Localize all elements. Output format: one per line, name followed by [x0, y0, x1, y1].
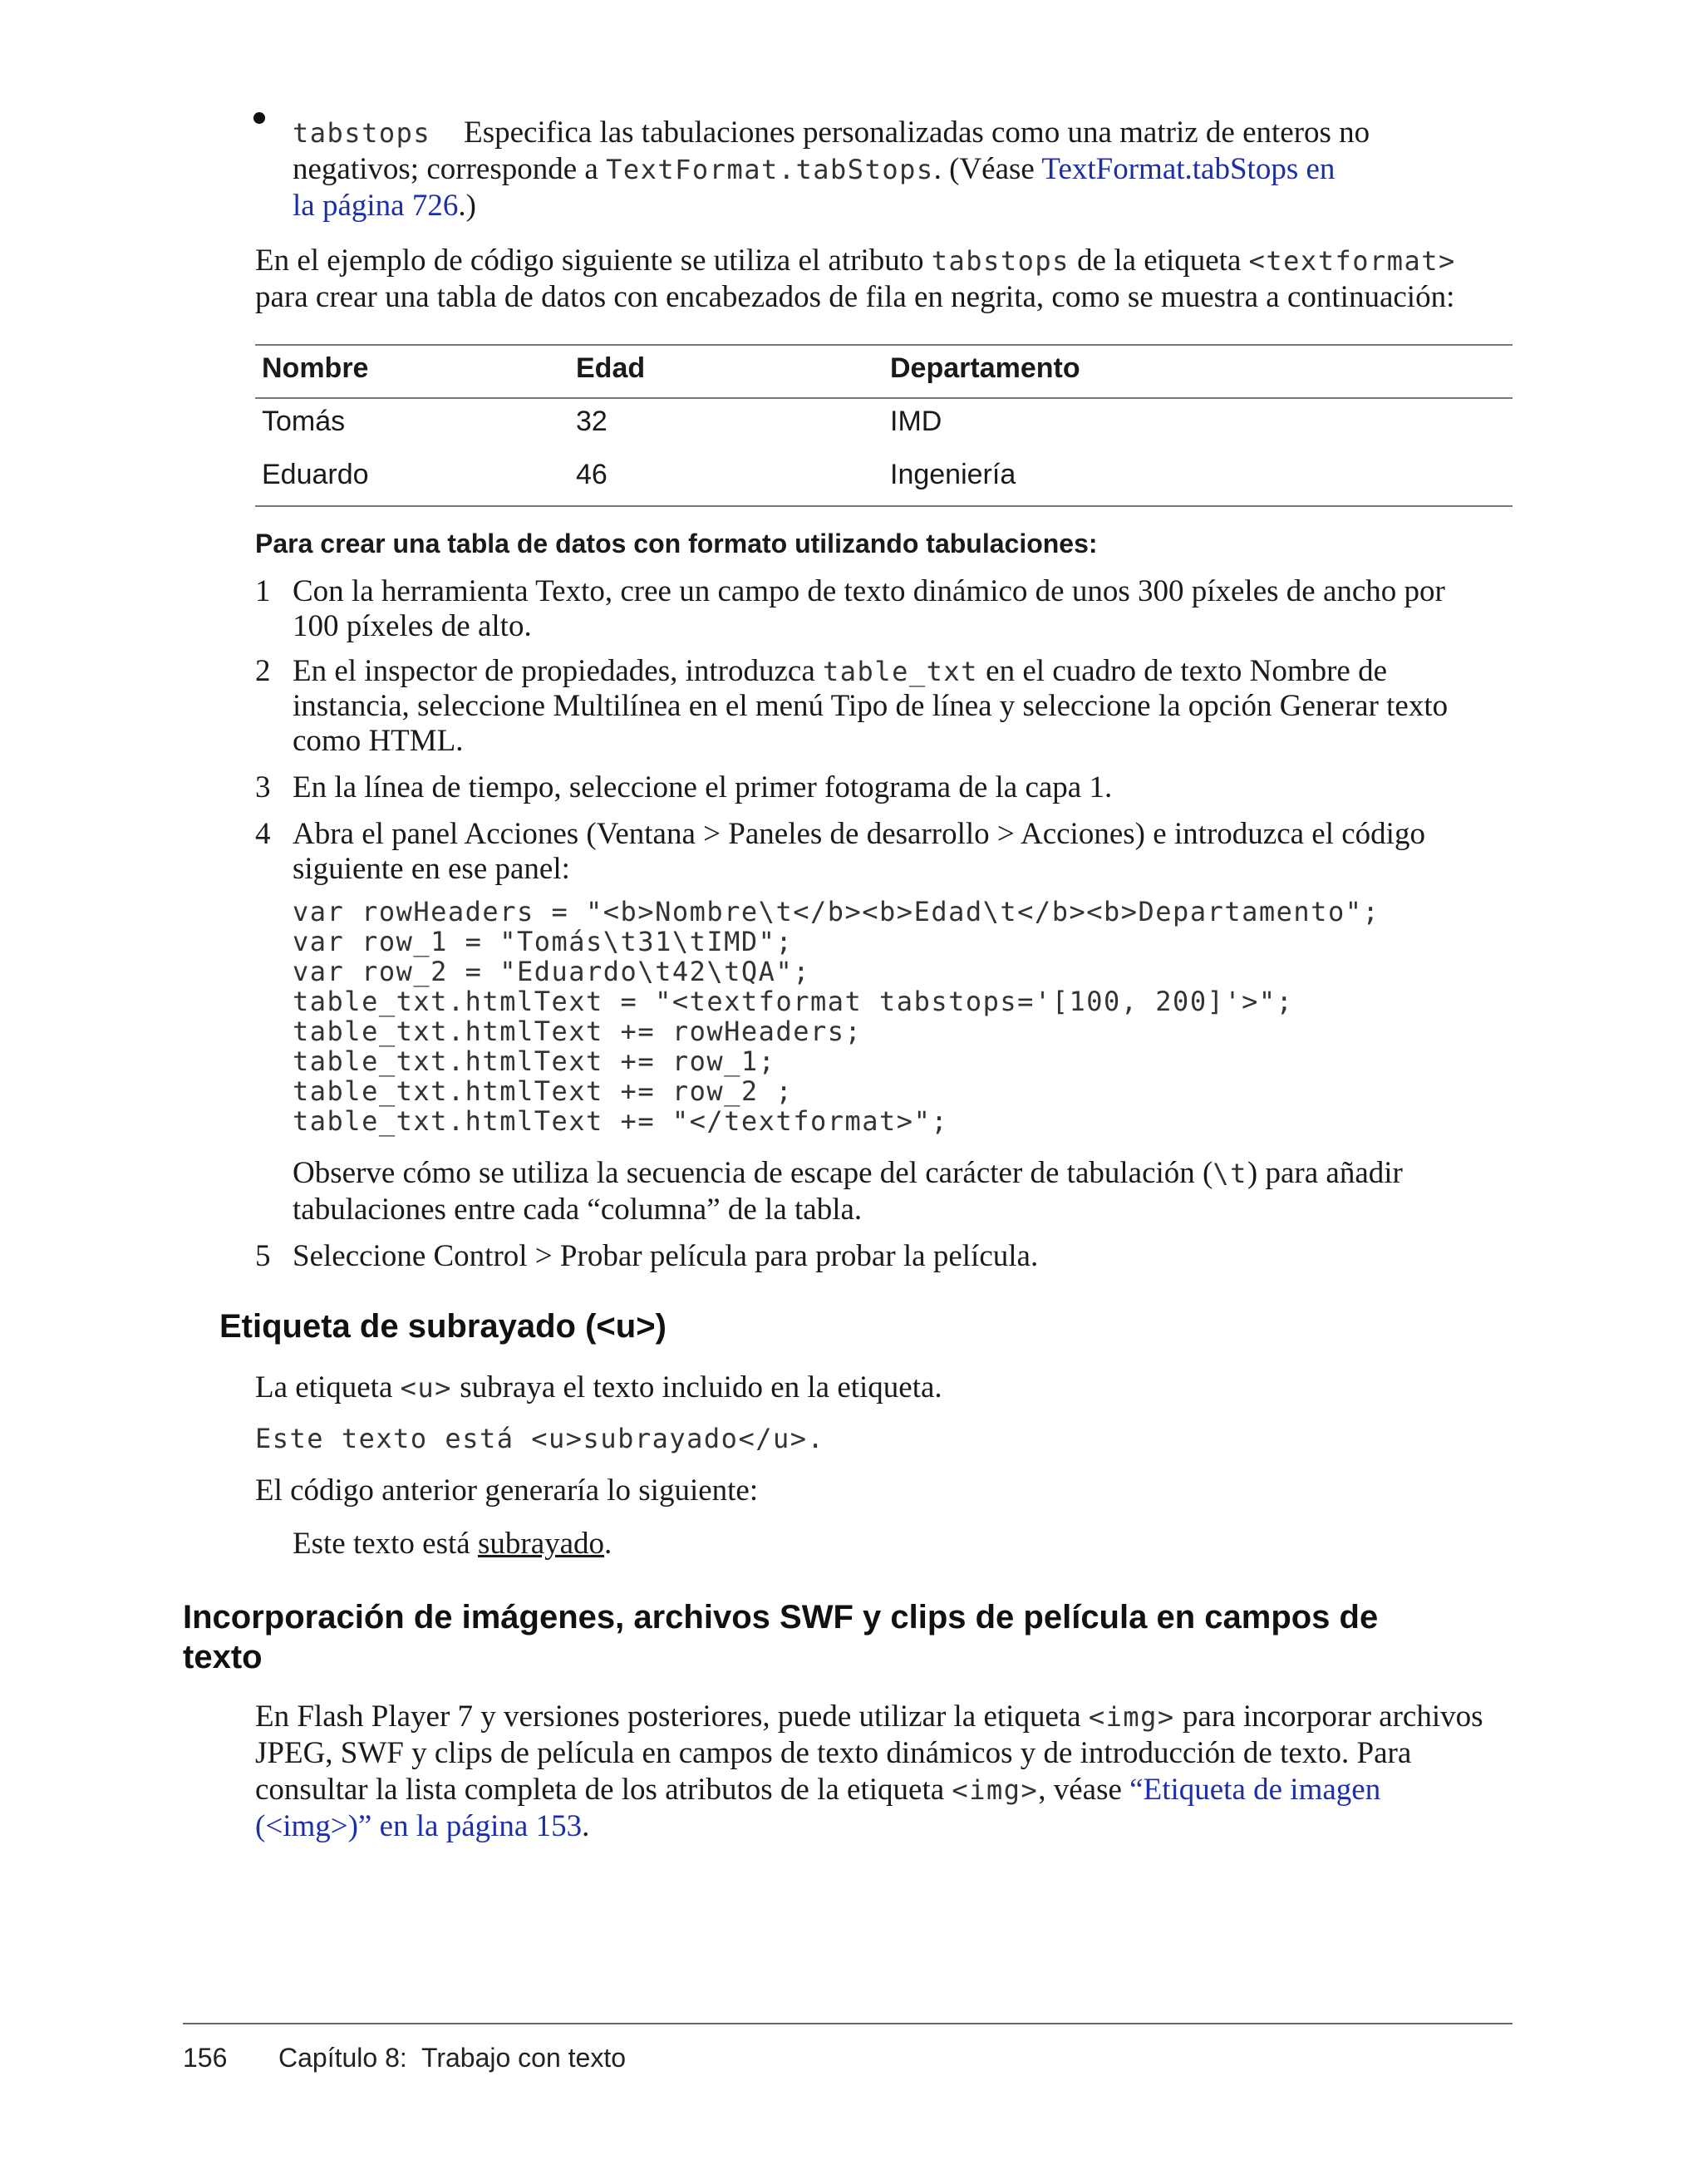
text: Observe cómo se utiliza la secuencia de escape del carácter de tabulación (: [293, 1156, 1213, 1190]
chapter-title: Capítulo 8: Trabajo con texto: [278, 2043, 627, 2073]
text: negativos; corresponde a: [293, 152, 607, 186]
images-line-2: JPEG, SWF y clips de película en campos de texto dinámicos y de introducción de texto. Para: [255, 1736, 1412, 1770]
table-header-rule: [255, 397, 1513, 399]
images-line-1: [255, 1699, 1483, 1735]
step-3-line-1: En la línea de tiempo, seleccione el primer fotograma de la capa 1.: [293, 770, 1113, 804]
code-example: Este texto está <u>subrayado</u>.: [255, 1423, 825, 1454]
table-header-name: Nombre: [262, 352, 369, 384]
cross-reference-link[interactable]: (<img>)” en la página 153: [255, 1809, 583, 1843]
text: .: [604, 1527, 612, 1561]
table-bottom-rule: [255, 505, 1513, 507]
underline-result: [293, 1526, 612, 1562]
section-heading-images: [183, 1597, 1378, 1677]
inline-code: <textformat>: [1248, 245, 1456, 277]
code-line: table_txt.htmlText += rowHeaders;: [293, 1016, 863, 1047]
inline-code: <u>: [400, 1372, 452, 1404]
inline-code: table_txt: [823, 656, 978, 687]
text: en el cuadro de texto Nombre de: [977, 654, 1388, 688]
bullet-line-1: [293, 115, 1370, 151]
step-4-line-1: Abra el panel Acciones (Ventana > Paneles de desarrollo > Acciones) e introduzca el código: [293, 817, 1425, 851]
section-heading-underline: Etiqueta de subrayado (<u>): [219, 1308, 667, 1345]
text: .: [582, 1809, 590, 1843]
heading-line: Incorporación de imágenes, archivos SWF y clips de película en campos de: [183, 1599, 1379, 1636]
step-number: 2: [255, 654, 271, 688]
bullet-text: Especifica las tabulaciones personalizadas como una matriz de enteros no: [464, 116, 1370, 150]
table-cell: Ingeniería: [890, 459, 1016, 490]
procedure-title: Para crear una tabla de datos con formato utilizando tabulaciones:: [255, 529, 1098, 558]
step-2-line-1: [293, 653, 1387, 690]
step-number: 1: [255, 574, 271, 608]
inline-code: <img>: [1088, 1701, 1175, 1733]
bullet-line-2: [293, 151, 1335, 188]
text: En el inspector de propiedades, introduzca: [293, 654, 824, 688]
underline-paragraph-2: El código anterior generaría lo siguiente:: [255, 1473, 759, 1508]
intro-line-1: [255, 243, 1456, 279]
page-number: 156: [183, 2043, 228, 2073]
heading-line: texto: [183, 1639, 263, 1675]
text: de la etiqueta: [1069, 243, 1249, 278]
images-line-4: [255, 1808, 589, 1845]
code-line: table_txt.htmlText += row_1;: [293, 1045, 776, 1077]
step-2-line-2: instancia, seleccione Multilínea en el menú Tipo de línea y seleccione la opción Generar texto: [293, 689, 1449, 723]
cross-reference-link[interactable]: TextFormat.tabStops en: [1041, 152, 1336, 186]
inline-code: \t: [1213, 1158, 1247, 1189]
text: para incorporar archivos: [1174, 1699, 1483, 1734]
underline-paragraph: [255, 1370, 942, 1406]
text: Este texto está: [293, 1527, 478, 1561]
text: En Flash Player 7 y versiones posteriores, puede utilizar la etiqueta: [255, 1699, 1089, 1734]
code-line: var row_2 = "Eduardo\t42\tQA";: [293, 956, 810, 987]
code-line: table_txt.htmlText += row_2 ;: [293, 1075, 794, 1107]
text: subraya el texto incluido en la etiqueta.: [451, 1370, 942, 1404]
note-line-2: tabulaciones entre cada “columna” de la tabla.: [293, 1193, 863, 1227]
cross-reference-link[interactable]: la página 726: [293, 189, 459, 223]
underlined-text: subrayado: [477, 1527, 605, 1561]
table-cell: 32: [576, 406, 608, 437]
step-number: 3: [255, 770, 271, 804]
step-number: 5: [255, 1239, 271, 1273]
inline-code: tabstops: [931, 245, 1070, 277]
step-5-line-1: Seleccione Control > Probar película para probar la película.: [293, 1239, 1039, 1273]
text: . (Véase: [933, 152, 1042, 186]
table-cell: Tomás: [262, 406, 346, 437]
footer-rule: [183, 2023, 1513, 2024]
table-cell: 46: [576, 459, 608, 490]
step-1-line-2: 100 píxeles de alto.: [293, 609, 532, 643]
note-line-1: [293, 1155, 1403, 1192]
code-line: var rowHeaders = "<b>Nombre\t</b><b>Edad\t</b><b>Departamento";: [293, 896, 1380, 927]
bullet-line-3: [293, 188, 476, 224]
text: , véase: [1038, 1773, 1130, 1807]
text: En el ejemplo de código siguiente se utiliza el atributo: [255, 243, 932, 278]
text: consultar la lista completa de los atributos de la etiqueta: [255, 1773, 952, 1807]
table-header-age: Edad: [576, 352, 646, 384]
bullet-icon: [253, 112, 265, 124]
step-4-line-2: siguiente en ese panel:: [293, 852, 570, 886]
text: La etiqueta: [255, 1370, 401, 1404]
images-line-3: [255, 1772, 1380, 1808]
table-header-department: Departamento: [890, 352, 1080, 384]
text: ) para añadir: [1247, 1156, 1403, 1190]
code-line: table_txt.htmlText = "<textformat tabstops='[100, 200]'>";: [293, 986, 1294, 1017]
step-2-line-3: como HTML.: [293, 724, 464, 758]
inline-code: TextFormat.tabStops: [606, 154, 934, 185]
inline-code: <img>: [952, 1774, 1039, 1806]
table-cell: Eduardo: [262, 459, 369, 490]
intro-line-2: para crear una tabla de datos con encabezados de fila en negrita, como se muestra a continuación:: [255, 280, 1455, 314]
cross-reference-link[interactable]: “Etiqueta de imagen: [1129, 1773, 1381, 1807]
table-top-rule: [255, 344, 1513, 346]
code-term: tabstops: [293, 117, 431, 149]
step-1-line-1: Con la herramienta Texto, cree un campo de texto dinámico de unos 300 píxeles de ancho por: [293, 574, 1445, 608]
table-cell: IMD: [890, 406, 942, 437]
step-number: 4: [255, 817, 271, 851]
code-line: var row_1 = "Tomás\t31\tIMD";: [293, 926, 794, 957]
text: .): [458, 189, 476, 223]
code-line: table_txt.htmlText += "</textformat>";: [293, 1105, 949, 1137]
